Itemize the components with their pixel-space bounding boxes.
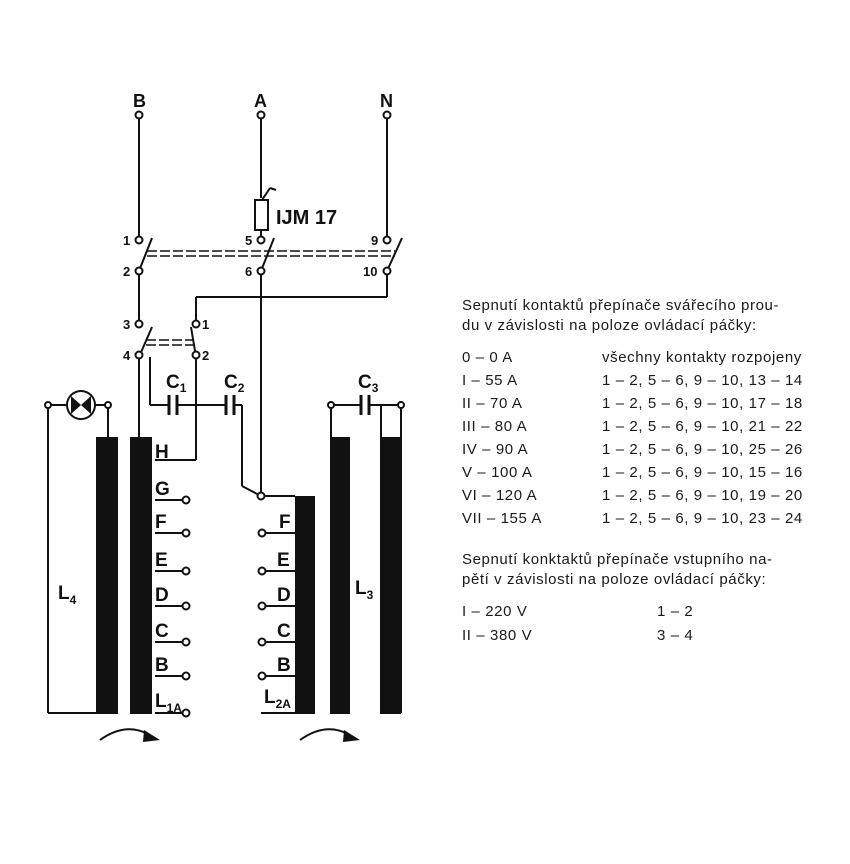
terminal-b-label: B	[133, 91, 146, 111]
contact-5: 5	[245, 233, 253, 248]
welding-heading-2: du v závislosti na poloze ovládací páčky:	[462, 317, 757, 334]
c2-label: $C_2$	[224, 372, 245, 395]
core-l4	[96, 437, 118, 714]
welding-heading-1: Sepnutí kontaktů přepínače svářecího prou-	[462, 297, 780, 314]
coil-l1a-label: $L_{1A}$	[155, 691, 182, 715]
tap-left-d: D	[155, 585, 169, 606]
contact-3: 3	[123, 317, 131, 332]
tap-right-e: E	[277, 550, 290, 571]
contact-2-lower: 2	[202, 348, 210, 363]
welding-table	[462, 346, 842, 530]
input-heading-1: Sepnutí konktaktů přepínače vstupního na-	[462, 551, 773, 568]
rotation-arrow-icon	[100, 729, 348, 740]
table-row: 0 – 0 A všechny kontakty rozpojeny	[462, 349, 802, 366]
contact-4: 4	[123, 348, 131, 363]
table-row: II – 380 V 3 – 4	[462, 627, 694, 644]
contact-6: 6	[245, 264, 253, 279]
tap-right-d: D	[277, 585, 291, 606]
table-row: V – 100 A 1 – 2, 5 – 6, 9 – 10, 15 – 16	[462, 464, 803, 481]
table-row: II – 70 A 1 – 2, 5 – 6, 9 – 10, 17 – 18	[462, 395, 803, 412]
contact-1: 1	[123, 233, 131, 248]
coil-l2a-label: $L_{2A}$	[264, 687, 291, 711]
c1-label: $C_1$	[166, 372, 187, 395]
terminal-a-label: A	[254, 91, 267, 111]
contact-2: 2	[123, 264, 131, 279]
input-table	[462, 600, 842, 648]
terminal-n-label: N	[380, 91, 393, 111]
switching-tables	[462, 296, 842, 644]
table-row: III – 80 A 1 – 2, 5 – 6, 9 – 10, 21 – 22	[462, 418, 803, 435]
table-row: I – 220 V 1 – 2	[462, 603, 694, 620]
core-l3b	[380, 437, 400, 714]
table-row: IV – 90 A 1 – 2, 5 – 6, 9 – 10, 25 – 26	[462, 441, 803, 458]
c3-label: $C_3$	[358, 372, 379, 395]
tap-left-f: F	[155, 512, 167, 533]
tap-left-e: E	[155, 550, 168, 571]
table-row: I – 55 A 1 – 2, 5 – 6, 9 – 10, 13 – 14	[462, 372, 803, 389]
core-l3a	[330, 437, 350, 714]
tap-left-h: H	[155, 442, 169, 463]
contact-10: 10	[363, 264, 378, 279]
contact-9: 9	[371, 233, 379, 248]
tap-right-f: F	[279, 512, 291, 533]
lamp-icon	[67, 391, 95, 419]
tap-left-b: B	[155, 655, 169, 676]
tap-right-c: C	[277, 621, 291, 642]
contact-1-lower: 1	[202, 317, 210, 332]
tap-left-g: G	[155, 479, 170, 500]
meter-label: IJM 17	[276, 207, 338, 229]
coil-l3-label: $L_3$	[355, 578, 374, 602]
tap-left-c: C	[155, 621, 169, 642]
tap-right-b: B	[277, 655, 291, 676]
input-heading-2: pětí v závislosti na poloze ovládací páčky:	[462, 571, 767, 588]
core-l2a	[295, 496, 315, 714]
table-row: VII – 155 A 1 – 2, 5 – 6, 9 – 10, 23 – 24	[462, 510, 803, 527]
table-row: VI – 120 A 1 – 2, 5 – 6, 9 – 10, 19 – 20	[462, 487, 803, 504]
input-switch-section	[462, 550, 842, 648]
coil-l4-label: $L_4$	[58, 583, 77, 607]
core-l1a	[130, 437, 152, 714]
